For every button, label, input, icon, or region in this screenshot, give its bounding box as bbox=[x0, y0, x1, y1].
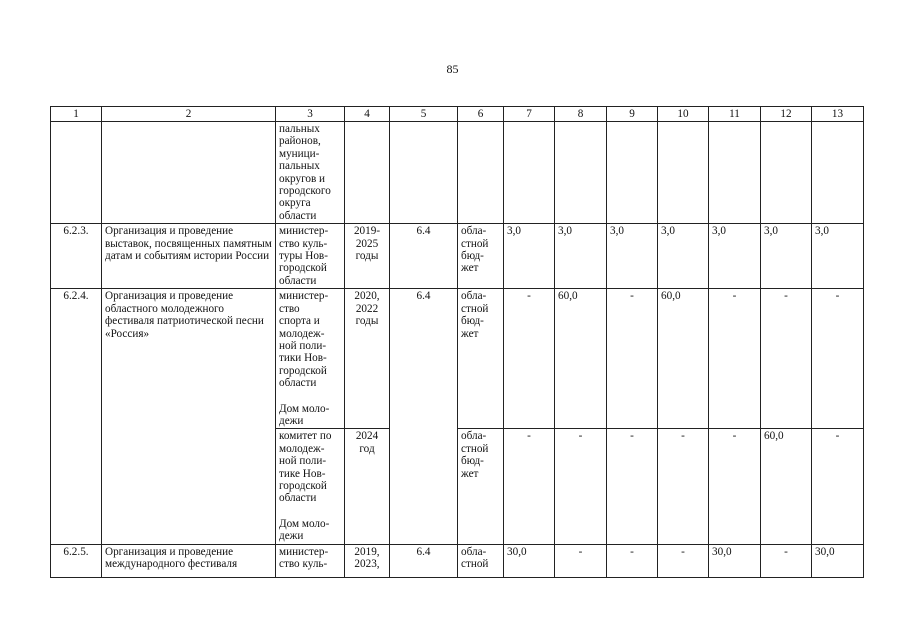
column-header: 9 bbox=[607, 107, 658, 122]
value-cell: - bbox=[555, 544, 607, 577]
column-header: 11 bbox=[709, 107, 761, 122]
value-cell: - bbox=[607, 544, 658, 577]
value-cell: 30,0 bbox=[504, 544, 555, 577]
executor-cell bbox=[276, 289, 345, 429]
column-header: 13 bbox=[812, 107, 864, 122]
value-cell: - bbox=[504, 289, 555, 429]
program-table bbox=[50, 106, 864, 578]
value-cell: 3,0 bbox=[761, 224, 812, 289]
executor-cell: министер- ство куль- туры Нов- городской области bbox=[276, 224, 345, 289]
target-cell: 6.4 bbox=[390, 544, 458, 577]
executor-cell: министер- ство куль- bbox=[276, 544, 345, 577]
table-row bbox=[51, 544, 864, 577]
column-header: 5 bbox=[390, 107, 458, 122]
years-cell: 2024 год bbox=[345, 429, 390, 544]
page-number: 85 bbox=[446, 62, 459, 76]
item-number: 6.2.4. bbox=[51, 289, 102, 544]
years-cell: 2019, 2023, bbox=[345, 544, 390, 577]
item-number: 6.2.3. bbox=[51, 224, 102, 289]
value-cell: 3,0 bbox=[709, 224, 761, 289]
item-name: Организация и проведение выставок, посвященных памятным датам и событиям истории России bbox=[102, 224, 276, 289]
value-cell: 30,0 bbox=[812, 544, 864, 577]
target-cell: 6.4 bbox=[390, 224, 458, 289]
table-row bbox=[51, 224, 864, 289]
item-name: Организация и проведение областного молодежного фестиваля патриотической песни «Россия» bbox=[102, 289, 276, 544]
value-cell: 3,0 bbox=[812, 224, 864, 289]
executor-coorg-text: Дом моло- дежи bbox=[279, 517, 330, 543]
source-cell: обла- стной bbox=[458, 544, 504, 577]
column-header: 3 bbox=[276, 107, 345, 122]
table-row bbox=[51, 122, 864, 224]
value-cell: 3,0 bbox=[504, 224, 555, 289]
column-header: 7 bbox=[504, 107, 555, 122]
column-header: 1 bbox=[51, 107, 102, 122]
source-cell: обла- стной бюд- жет bbox=[458, 429, 504, 544]
value-cell: 60,0 bbox=[658, 289, 709, 429]
executor-text: комитет по молодеж- ной поли- тике Нов- городской области bbox=[279, 430, 332, 505]
value-cell: - bbox=[658, 544, 709, 577]
value-cell: - bbox=[555, 429, 607, 544]
source-cell: обла- стной бюд- жет bbox=[458, 224, 504, 289]
value-cell: - bbox=[504, 429, 555, 544]
value-cell: 3,0 bbox=[658, 224, 709, 289]
value-cell: - bbox=[607, 289, 658, 429]
value-cell: - bbox=[709, 429, 761, 544]
column-header: 12 bbox=[761, 107, 812, 122]
executor-text: министер- ство спорта и молодеж- ной поли- тики Нов- городской области bbox=[279, 290, 329, 390]
column-header: 2 bbox=[102, 107, 276, 122]
column-header: 8 bbox=[555, 107, 607, 122]
value-cell: - bbox=[812, 289, 864, 429]
value-cell: - bbox=[709, 289, 761, 429]
value-cell: 3,0 bbox=[555, 224, 607, 289]
header-row bbox=[51, 107, 864, 122]
source-cell: обла- стной бюд- жет bbox=[458, 289, 504, 429]
years-cell: 2019- 2025 годы bbox=[345, 224, 390, 289]
item-name: Организация и проведение международного фестиваля bbox=[102, 544, 276, 577]
value-cell: 3,0 bbox=[607, 224, 658, 289]
column-header: 6 bbox=[458, 107, 504, 122]
column-header: 10 bbox=[658, 107, 709, 122]
value-cell: - bbox=[761, 289, 812, 429]
value-cell: - bbox=[658, 429, 709, 544]
executor-cell bbox=[276, 429, 345, 544]
table-row bbox=[51, 289, 864, 429]
value-cell: 60,0 bbox=[555, 289, 607, 429]
value-cell: - bbox=[761, 544, 812, 577]
executor-coorg-text: Дом моло- дежи bbox=[279, 402, 330, 427]
column-header: 4 bbox=[345, 107, 390, 122]
value-cell: 60,0 bbox=[761, 429, 812, 544]
value-cell: - bbox=[812, 429, 864, 544]
target-cell: 6.4 bbox=[390, 289, 458, 544]
item-number: 6.2.5. bbox=[51, 544, 102, 577]
executor-cell: пальных районов, муници- пальных округов и городского округа области bbox=[276, 122, 345, 224]
years-cell: 2020, 2022 годы bbox=[345, 289, 390, 429]
value-cell: 30,0 bbox=[709, 544, 761, 577]
value-cell: - bbox=[607, 429, 658, 544]
